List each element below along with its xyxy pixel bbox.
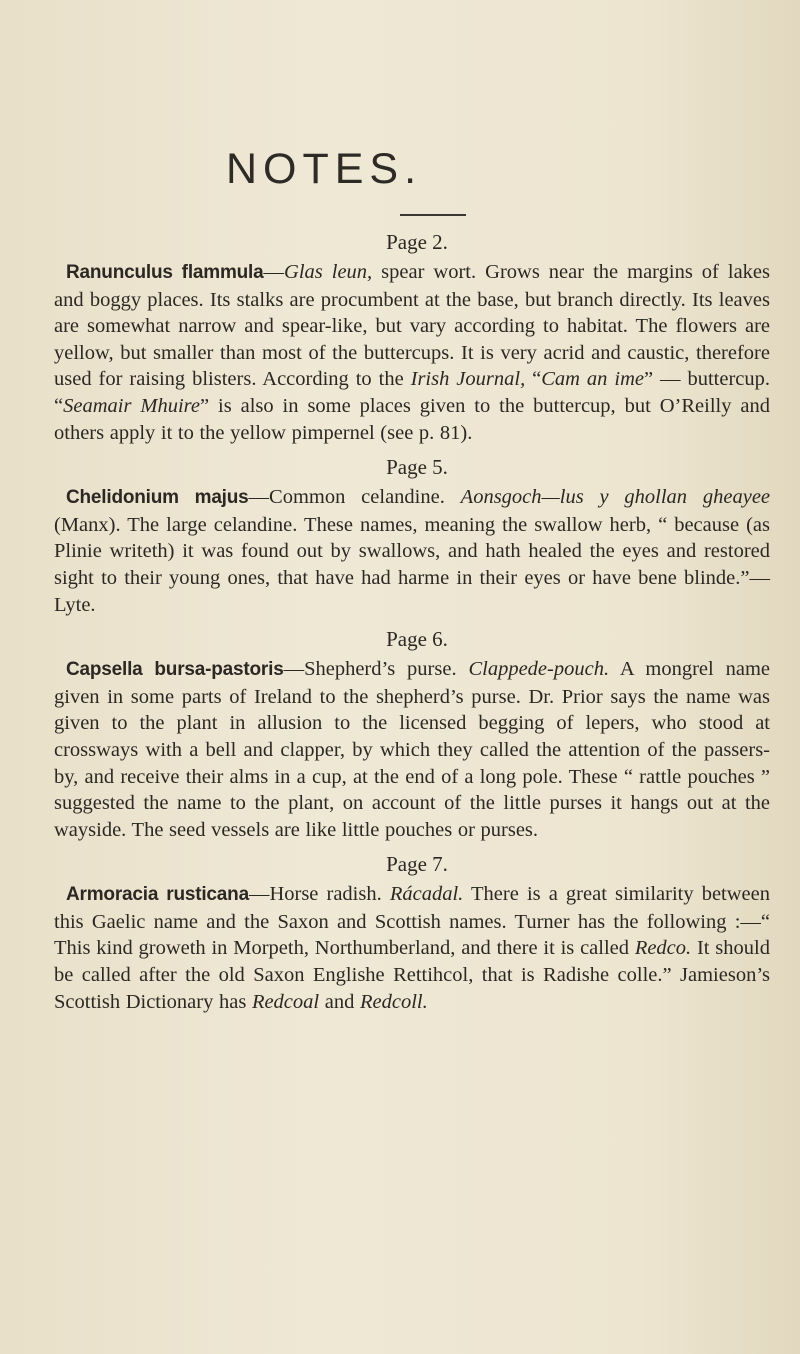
botanical-name: Ranunculus flammula	[66, 262, 264, 283]
note-paragraph	[54, 656, 770, 843]
body-text: There is a great similarity between this Gaelic name and the Saxon and Scottish names. Turner has the following :—“ This kind groweth in Morpeth, Northumberland, and there it is called	[54, 883, 770, 960]
note-paragraph	[54, 259, 770, 446]
body-text: —Horse radish.	[248, 883, 390, 906]
italic-text: Redcoal	[251, 990, 320, 1013]
botanical-name: Capsella bursa-pastoris	[66, 659, 284, 681]
title-rule	[400, 214, 466, 216]
note-entry	[54, 451, 770, 618]
note-entry	[54, 226, 770, 446]
note-entry	[54, 623, 770, 843]
body-text: —Common celandine.	[248, 486, 461, 509]
body-text: ” — buttercup. “	[54, 368, 770, 417]
italic-text: Rácadal.	[389, 883, 464, 906]
page-reference-heading: Page 6.	[386, 627, 448, 652]
body-text: ” is also in some places given to the buttercup, but O’Reilly and others apply it to the yellow pimpernel (see p. 81).	[54, 394, 771, 444]
botanical-name: Armoracia rusticana	[66, 884, 249, 906]
page-reference-heading: Page 5.	[386, 455, 448, 480]
italic-text: Clappede-pouch.	[468, 658, 610, 681]
note-paragraph	[54, 881, 770, 1015]
page-reference-heading: Page 7.	[386, 852, 448, 877]
botanical-name: Chelidonium majus	[66, 487, 249, 509]
body-text: spear wort. Grows near the margins of lakes and boggy places. Its stalks are procumbent at the base, but branch directly. Its leaves are somewhat narrow and spear-like, but vary according to habitat. The flowers are yellow, but smaller than most of the buttercups. It is very acrid and caustic, therefore used for raising blisters. According to the	[54, 261, 771, 391]
body-text: —	[263, 261, 285, 283]
italic-text: Cam an ime	[541, 368, 644, 391]
italic-text: Irish Journal,	[410, 368, 526, 391]
notes-list	[54, 226, 770, 1015]
body-text: (Manx). The large celandine. These names, meaning the swallow herb, “ because (as Plinie writeth) it was found out by swallows, and hath healed the eyes and restored sight to their young ones, that have had harme in their eyes or have bene blinde.”—Lyte.	[54, 513, 770, 616]
body-text: “	[525, 368, 542, 391]
note-entry	[54, 848, 770, 1015]
body-text: It should be called after the old Saxon Englishe Rettihcol, that is Radishe colle.” Jamieson’s Scottish Dictionary has	[54, 937, 770, 1013]
page-title: NOTES.	[225, 145, 423, 193]
note-paragraph	[54, 484, 770, 618]
body-text: A mongrel name given in some parts of Ireland to the shepherd’s purse. Dr. Prior says the name was given to the plant in allusion to the licensed begging of lepers, who stood at crossways with a bell and clapper, by which they called the attention of the passers-by, and receive their alms in a cup, at the end of a long pole. These “ rattle pouches ” suggested the name to the plant, on account of the little purses it hangs out at the wayside. The seed vessels are like little pouches or purses.	[54, 658, 770, 841]
italic-text: Glas leun,	[284, 261, 373, 283]
page-reference-heading: Page 2.	[386, 230, 448, 254]
italic-text: Seamair Mhuire	[63, 394, 200, 417]
body-text: and	[319, 990, 360, 1013]
italic-text: Redcoll.	[359, 990, 428, 1013]
italic-text: Redco.	[634, 937, 692, 960]
italic-text: Aonsgoch—lus y ghollan gheayee	[460, 486, 771, 509]
body-text: —Shepherd’s purse.	[283, 658, 469, 681]
